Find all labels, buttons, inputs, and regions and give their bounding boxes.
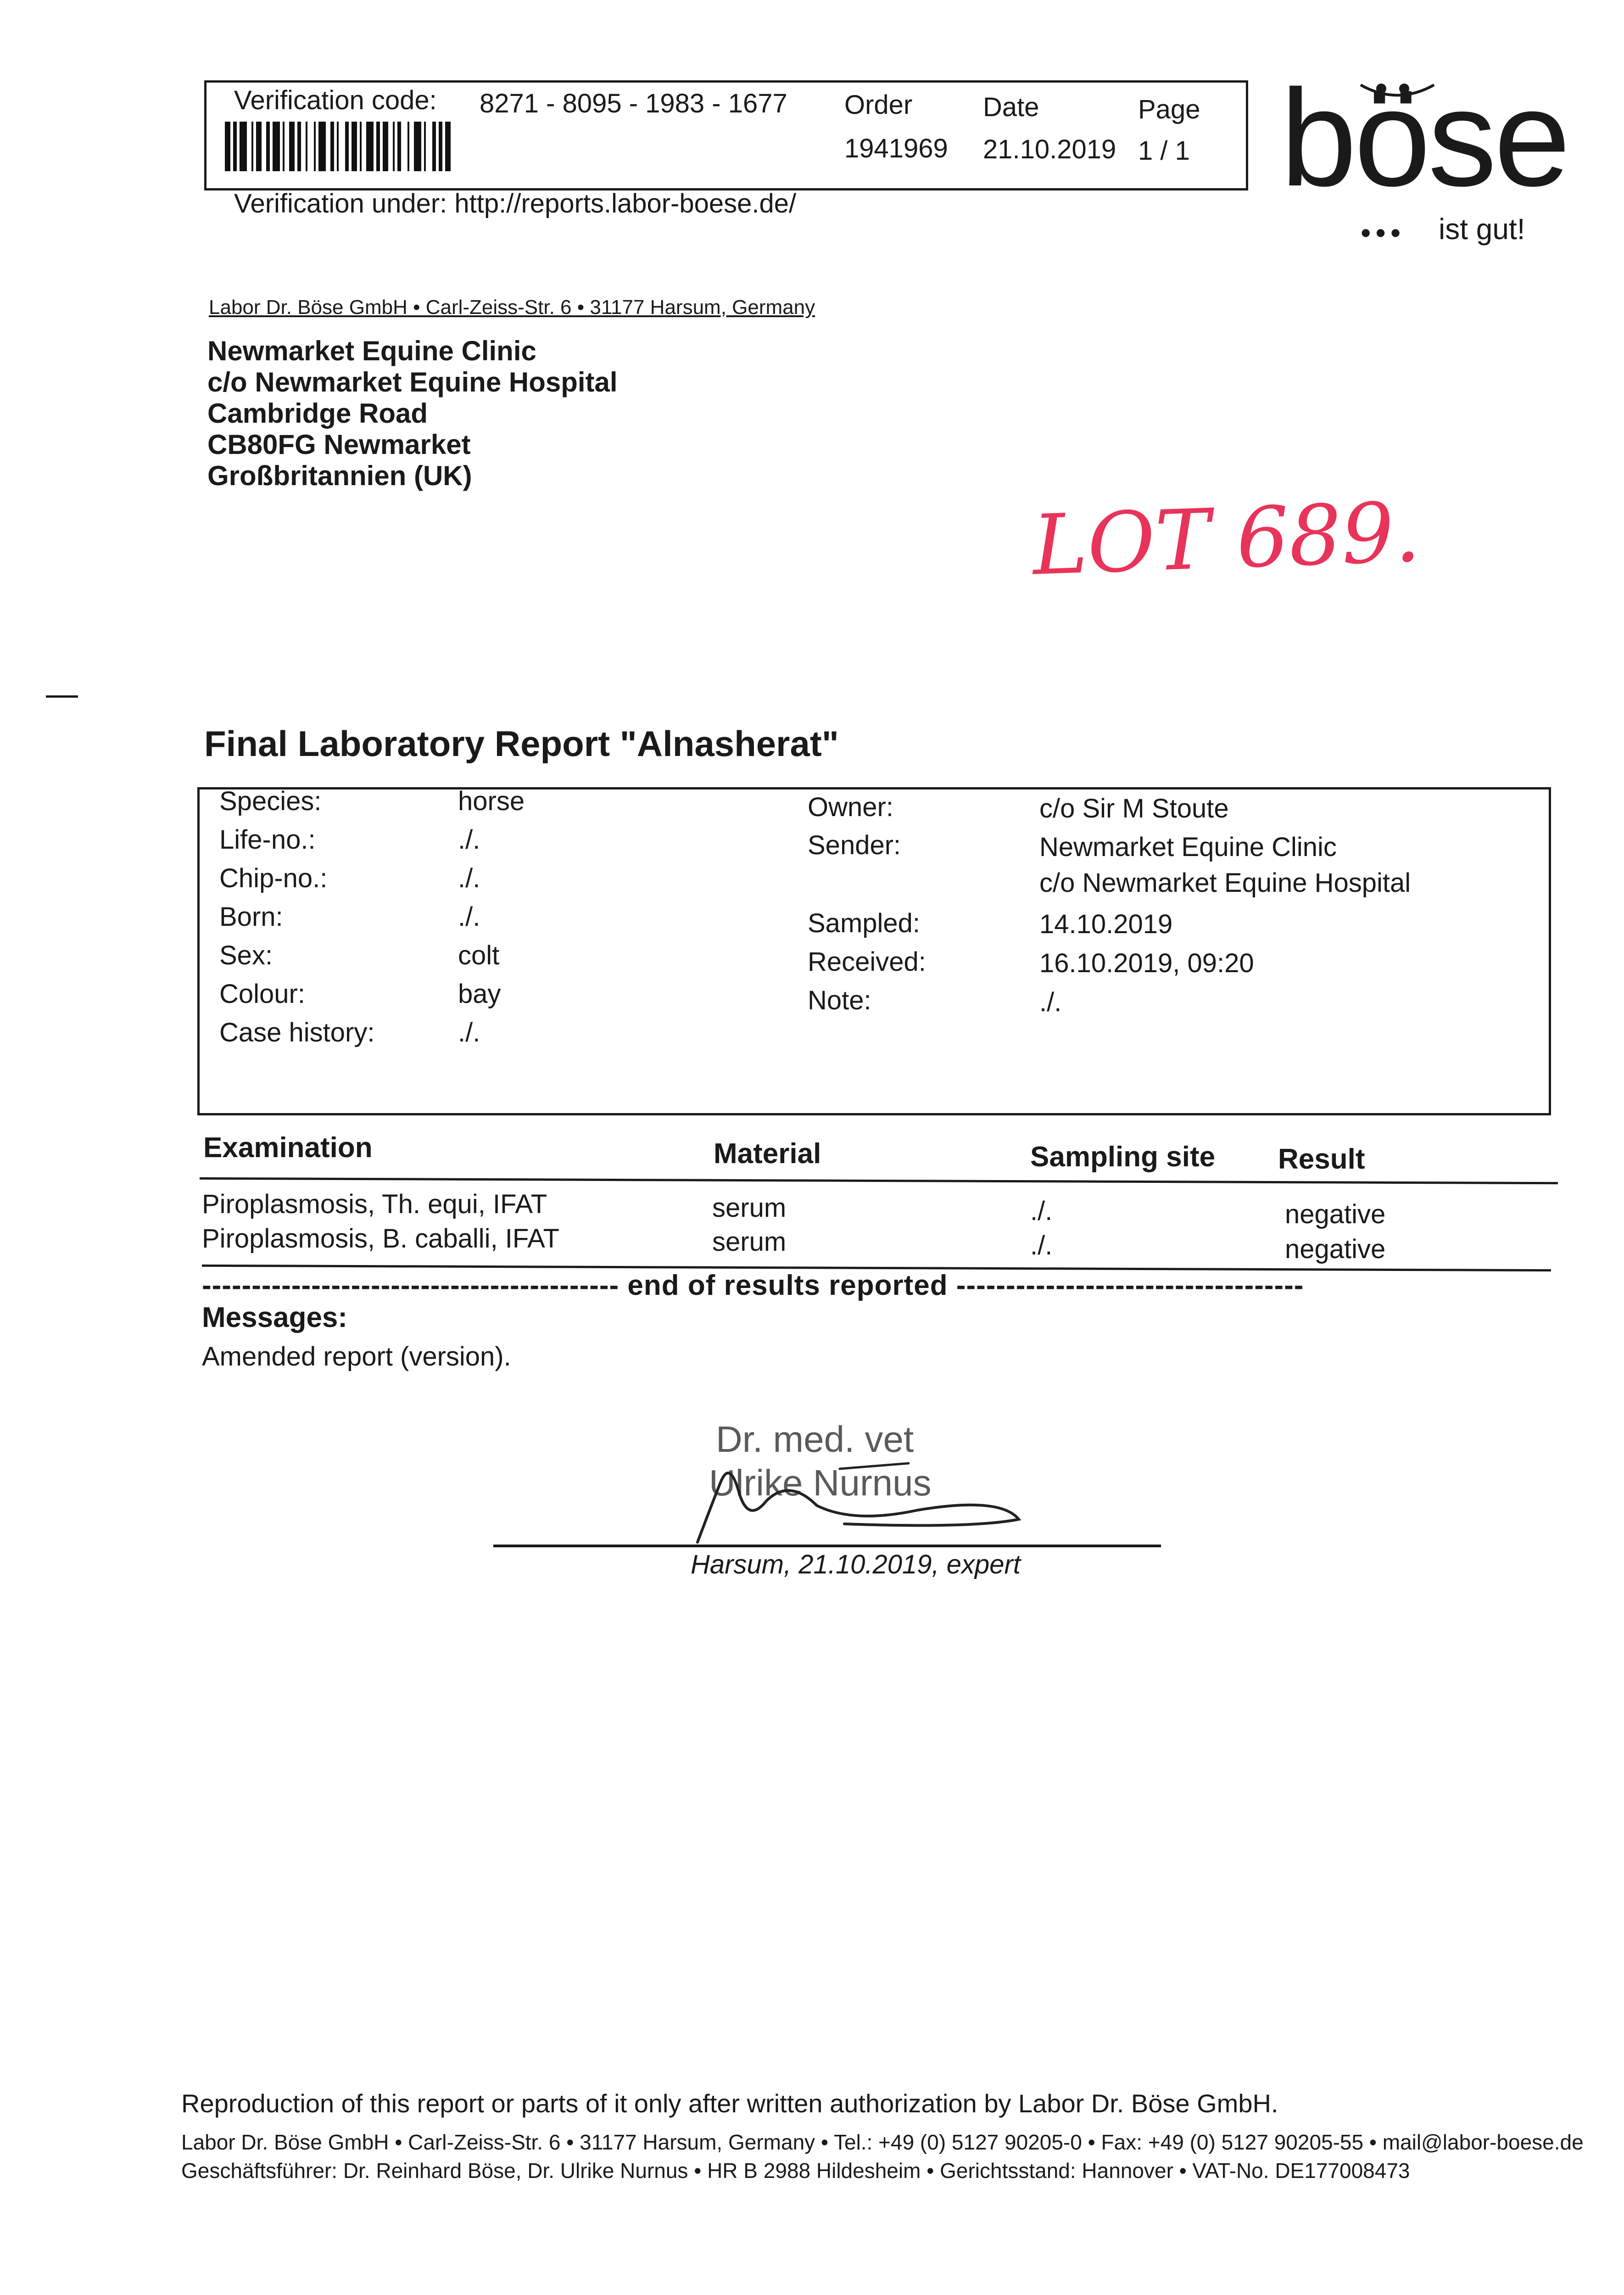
result-row-2-material: serum	[712, 1227, 787, 1257]
page-number: 1 / 1	[1138, 136, 1190, 166]
detail-label-sampled: Sampled:	[808, 908, 921, 938]
detail-label-chip-no: Chip-no.:	[219, 863, 328, 893]
company-logo: böse	[1280, 61, 1568, 215]
detail-label-sex: Sex:	[219, 940, 273, 970]
signature-stamp-name: Ulrike Nurnus	[709, 1462, 932, 1503]
handwritten-signature	[679, 1450, 1028, 1551]
date-label: Date	[983, 92, 1039, 122]
verification-code-label: Verification code:	[234, 85, 437, 115]
footer-legal-line: Geschäftsführer: Dr. Reinhard Böse, Dr. Ulrike Nurnus • HR B 2988 Hildesheim • Gerichtsstand: Hannover • VAT-No. DE177008473	[181, 2159, 1410, 2183]
signature-stamp-title: Dr. med. vet	[716, 1419, 914, 1460]
detail-label-species: Species:	[219, 786, 322, 816]
detail-label-case-history: Case history:	[219, 1018, 375, 1047]
detail-label-sender: Sender:	[808, 830, 901, 860]
detail-label-note: Note:	[808, 985, 871, 1015]
detail-value-chip-no: ./.	[458, 863, 480, 893]
margin-mark	[46, 695, 78, 698]
detail-value-received: 16.10.2019, 09:20	[1039, 948, 1254, 978]
results-header-rule	[200, 1177, 1558, 1184]
result-row-1-result: negative	[1285, 1199, 1386, 1229]
verification-url: Verification under: http://reports.labor-boese.de/	[234, 189, 797, 218]
verification-code: 8271 - 8095 - 1983 - 1677	[480, 89, 787, 118]
messages-label: Messages:	[202, 1302, 348, 1333]
detail-value-born: ./.	[458, 902, 480, 932]
results-header-result: Result	[1278, 1143, 1365, 1175]
sender-line: Labor Dr. Böse GmbH • Carl-Zeiss-Str. 6 • 31177 Harsum, Germany	[209, 296, 815, 319]
recipient-line-5: Großbritannien (UK)	[207, 460, 472, 491]
detail-label-life-no: Life-no.:	[219, 825, 316, 855]
detail-value-sender-line-2: c/o Newmarket Equine Hospital	[1039, 868, 1411, 898]
messages-text: Amended report (version).	[202, 1342, 511, 1371]
footer-reproduction-notice: Reproduction of this report or parts of it only after written authorization by Labor Dr. Böse GmbH.	[181, 2089, 1278, 2118]
result-row-1-sampling-site: ./.	[1030, 1196, 1053, 1226]
logo-bullets: •••	[1361, 216, 1406, 249]
recipient-line-4: CB80FG Newmarket	[207, 429, 471, 460]
detail-label-born: Born:	[219, 902, 283, 932]
report-date: 21.10.2019	[983, 134, 1116, 164]
signature-rule	[493, 1545, 1161, 1547]
detail-label-received: Received:	[808, 947, 926, 977]
order-number: 1941969	[844, 134, 948, 163]
result-row-2-result: negative	[1285, 1234, 1386, 1264]
results-header-sampling-site: Sampling site	[1030, 1141, 1216, 1173]
signature-caption: Harsum, 21.10.2019, expert	[691, 1550, 1021, 1579]
detail-label-colour: Colour:	[219, 979, 305, 1009]
barcode-image	[225, 122, 564, 171]
page-label: Page	[1138, 95, 1200, 124]
end-of-results-line: ------------------------------------------ end of results reported -----------------------------------	[202, 1270, 1304, 1301]
detail-value-sampled: 14.10.2019	[1039, 909, 1173, 939]
recipient-line-2: c/o Newmarket Equine Hospital	[207, 367, 618, 397]
recipient-line-3: Cambridge Road	[207, 398, 428, 429]
detail-value-sex: colt	[458, 940, 500, 970]
recipient-line-1: Newmarket Equine Clinic	[207, 336, 536, 366]
result-row-2-sampling-site: ./.	[1030, 1231, 1053, 1260]
logo-tagline: ist gut!	[1439, 213, 1525, 246]
detail-value-colour: bay	[458, 979, 501, 1009]
results-header-examination: Examination	[203, 1132, 373, 1164]
result-row-1-material: serum	[712, 1193, 787, 1223]
order-label: Order	[844, 90, 913, 120]
result-row-2-examination: Piroplasmosis, B. caballi, IFAT	[202, 1224, 559, 1254]
detail-value-life-no: ./.	[458, 825, 480, 855]
handwritten-lot-note: LOT 689.	[1031, 484, 1422, 594]
detail-value-sender: Newmarket Equine Clinic	[1039, 832, 1337, 862]
footer-company-line: Labor Dr. Böse GmbH • Carl-Zeiss-Str. 6 • 31177 Harsum, Germany • Tel.: +49 (0) 5127 90205-0 • Fax: +49 (0) 5127 90205-55 • mail@labor-boese.de	[181, 2130, 1584, 2154]
result-row-1-examination: Piroplasmosis, Th. equi, IFAT	[202, 1189, 547, 1219]
detail-value-species: horse	[458, 786, 525, 816]
detail-value-case-history: ./.	[458, 1018, 480, 1047]
detail-label-owner: Owner:	[808, 792, 893, 822]
results-header-material: Material	[714, 1138, 821, 1170]
detail-value-note: ./.	[1039, 987, 1062, 1017]
detail-value-owner: c/o Sir M Stoute	[1039, 794, 1229, 823]
report-title: Final Laboratory Report "Alnasherat"	[204, 723, 839, 764]
